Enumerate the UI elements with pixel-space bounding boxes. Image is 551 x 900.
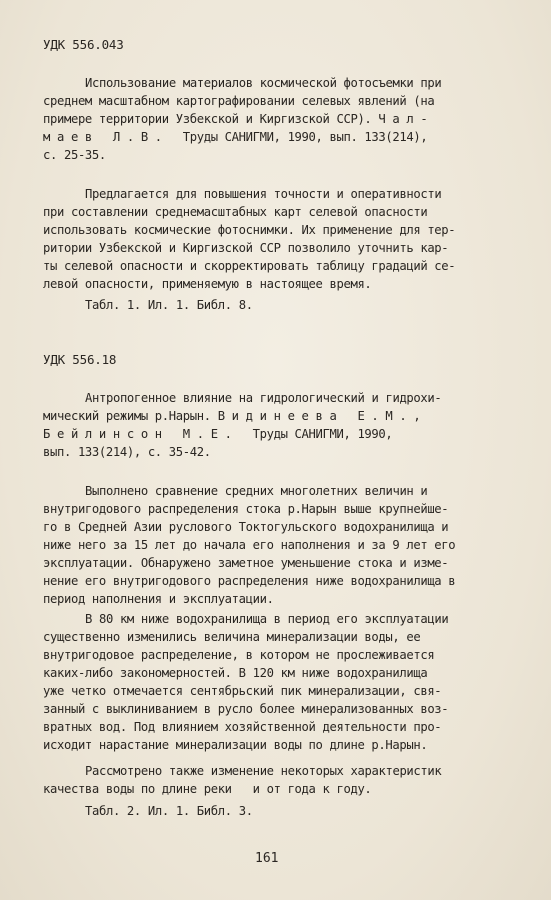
citation-line: Б е й л и н с о н М . Е . Труды САНИГМИ, 1990,	[43, 427, 393, 441]
abstract-line: вратных вод. Под влиянием хозяйственной деятельности про-	[43, 720, 442, 734]
abstract-line: внутригодовое распределение, в котором не прослеживается	[43, 648, 435, 662]
abstract-line: ниже него за 15 лет до начала его наполнения и за 9 лет его	[43, 538, 456, 552]
abstract-line: Предлагается для повышения точности и оперативности	[85, 187, 442, 201]
references-summary: Табл. 1. Ил. 1. Библ. 8.	[85, 298, 253, 312]
abstract-line: эксплуатации. Обнаружено заметное уменьшение стока и изме-	[43, 556, 449, 570]
references-summary: Табл. 2. Ил. 1. Библ. 3.	[85, 804, 253, 818]
abstract-line: период наполнения и эксплуатации.	[43, 592, 274, 606]
abstract-line: каких-либо закономерностей. В 120 км ниже водохранилища	[43, 666, 428, 680]
citation-line: вып. 133(214), с. 35-42.	[43, 445, 211, 459]
citation-line: с. 25-35.	[43, 148, 106, 162]
abstract-line: Рассмотрено также изменение некоторых характеристик	[85, 764, 442, 778]
abstract-line: исходит нарастание минерализации воды по длине р.Нарын.	[43, 738, 428, 752]
abstract-line: использовать космические фотоснимки. Их применение для тер-	[43, 223, 456, 237]
abstract-line: нение его внутригодового распределения ниже водохранилища в	[43, 574, 456, 588]
abstract-line: качества воды по длине реки и от года к году.	[43, 782, 372, 796]
page-number: 161	[255, 851, 279, 866]
udk-code: УДК 556.043	[43, 37, 124, 52]
abstract-line: внутригодового распределения стока р.Нарын выше крупнейше-	[43, 502, 449, 516]
citation-line: среднем масштабном картографировании селевых явлений (на	[43, 94, 435, 108]
citation-line: м а е в Л . В . Труды САНИГМИ, 1990, вып. 133(214),	[43, 130, 428, 144]
abstract-line: уже четко отмечается сентябрьский пик минерализации, свя-	[43, 684, 442, 698]
abstract-line: занный с выклиниванием в русло более минерализованных воз-	[43, 702, 449, 716]
citation-line: Использование материалов космической фотосъемки при	[85, 76, 442, 90]
abstract-line: го в Средней Азии руслового Токтогульского водохранилища и	[43, 520, 449, 534]
abstract-line: левой опасности, применяемую в настоящее время.	[43, 277, 372, 291]
citation-line: примере территории Узбекской и Киргизской ССР). Ч а л -	[43, 112, 428, 126]
abstract-line: ритории Узбекской и Киргизской ССР позволило уточнить кар-	[43, 241, 449, 255]
abstract-line: при составлении среднемасштабных карт селевой опасности	[43, 205, 428, 219]
abstract-line: существенно изменились величина минерализации воды, ее	[43, 630, 421, 644]
abstract-line: Выполнено сравнение средних многолетних величин и	[85, 484, 428, 498]
citation-line: Антропогенное влияние на гидрологический и гидрохи-	[85, 391, 442, 405]
abstract-line: ты селевой опасности и скорректировать таблицу градаций се-	[43, 259, 456, 273]
abstract-line: В 80 км ниже водохранилища в период его эксплуатации	[85, 612, 449, 626]
citation-line: мический режимы р.Нарын. В и д и н е е в а Е . М . ,	[43, 409, 421, 423]
udk-code: УДК 556.18	[43, 352, 117, 367]
